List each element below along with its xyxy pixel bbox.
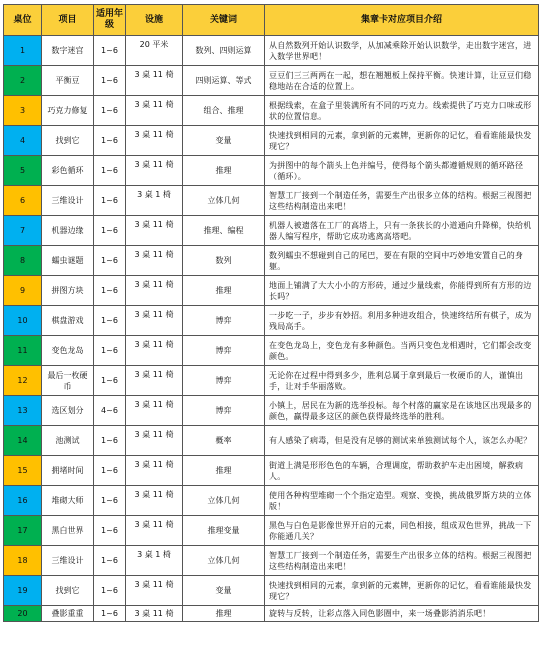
table-row <box>4 606 539 622</box>
seat-number-cell: 11 <box>4 336 42 366</box>
table-row <box>4 246 539 276</box>
keyword-cell: 变量 <box>183 576 265 606</box>
grade-cell: 1~6 <box>94 96 126 126</box>
keyword-cell: 四则运算、等式 <box>183 66 265 96</box>
seat-number-cell: 6 <box>4 186 42 216</box>
intro-cell: 数列蠕虫不想碰到自己的尾巴，要在有限的空间中巧妙地安置自己的身躯。 <box>265 246 539 276</box>
intro-cell: 在变色龙岛上，变色龙有多种颜色。当两只变色龙相遇时，它们都会改变颜色。 <box>265 336 539 366</box>
intro-cell: 豆豆们三三两两在一起，想在翘翘板上保持平衡。快速计算，让豆豆们稳稳地站在合适的位置上。 <box>265 66 539 96</box>
grade-cell: 1~6 <box>94 576 126 606</box>
facility-cell: 3 桌 11 椅 <box>126 156 183 186</box>
intro-cell: 根据线索，在盒子里装满所有不同的巧克力。线索提供了巧克力口味或形状的位置信息。 <box>265 96 539 126</box>
grade-cell: 1~6 <box>94 156 126 186</box>
project-name-cell: 蠕虫谜题 <box>42 246 94 276</box>
table-row <box>4 576 539 606</box>
intro-cell: 黑色与白色是影像世界开启的元素，同色相接，组成双色世界，挑战一下你能通几关？ <box>265 516 539 546</box>
seat-number-cell: 13 <box>4 396 42 426</box>
facility-cell: 20 平米 <box>126 36 183 66</box>
facility-cell: 3 桌 11 椅 <box>126 66 183 96</box>
project-name-cell: 选区划分 <box>42 396 94 426</box>
facility-cell: 3 桌 11 椅 <box>126 426 183 456</box>
seat-number-cell: 15 <box>4 456 42 486</box>
intro-cell: 智慧工厂接到一个制造任务，需要生产出很多立体的结构。根据三视图把这些结构制造出来吧！ <box>265 546 539 576</box>
keyword-cell: 推理、编程 <box>183 216 265 246</box>
table-row <box>4 216 539 246</box>
grade-cell: 1~6 <box>94 186 126 216</box>
keyword-cell: 博弈 <box>183 306 265 336</box>
intro-cell: 无论你在过程中得到多少，胜利总属于拿到最后一枚硬币的人，谨慎出手，让对手华丽落败。 <box>265 366 539 396</box>
header-project: 项目 <box>42 5 94 36</box>
facility-cell: 3 桌 11 椅 <box>126 366 183 396</box>
table-row <box>4 186 539 216</box>
keyword-cell: 博弈 <box>183 366 265 396</box>
intro-cell: 快速找到相同的元素，拿到新的元素牌，更新你的记忆，看看谁能最快发现它？ <box>265 576 539 606</box>
project-name-cell: 叠影重重 <box>42 606 94 622</box>
intro-cell: 一步吃一子，步步有妙招。利用多种进攻组合，快速终结所有棋子，成为残局高手。 <box>265 306 539 336</box>
table-row <box>4 546 539 576</box>
seat-number-cell: 19 <box>4 576 42 606</box>
table-row <box>4 126 539 156</box>
project-name-cell: 三维设计 <box>42 186 94 216</box>
facility-cell: 3 桌 11 椅 <box>126 96 183 126</box>
table-row <box>4 486 539 516</box>
table-row <box>4 66 539 96</box>
facility-cell: 3 桌 11 椅 <box>126 576 183 606</box>
facility-cell: 3 桌 11 椅 <box>126 396 183 426</box>
header-seat: 桌位 <box>4 5 42 36</box>
intro-cell: 小镇上，居民在为新的选举投标。每个村落的赢家是在该地区出现最多的颜色，赢得最多这区的颜色获得最终选举的胜利。 <box>265 396 539 426</box>
grade-cell: 1~6 <box>94 366 126 396</box>
table-row <box>4 426 539 456</box>
intro-cell: 为拼图中的每个箭头上色并编号，使得每个箭头都遵循规则的循环路径（循环）。 <box>265 156 539 186</box>
keyword-cell: 立体几何 <box>183 186 265 216</box>
keyword-cell: 数列 <box>183 246 265 276</box>
keyword-cell: 推理 <box>183 276 265 306</box>
facility-cell: 3 桌 11 椅 <box>126 336 183 366</box>
project-name-cell: 黑白世界 <box>42 516 94 546</box>
project-name-cell: 变色龙岛 <box>42 336 94 366</box>
intro-cell: 快速找到相同的元素，拿到新的元素牌，更新你的记忆，看看谁能最快发现它？ <box>265 126 539 156</box>
table-row <box>4 516 539 546</box>
grade-cell: 1~6 <box>94 36 126 66</box>
grade-cell: 1~6 <box>94 246 126 276</box>
keyword-cell: 立体几何 <box>183 546 265 576</box>
grade-cell: 1~6 <box>94 126 126 156</box>
seat-number-cell: 10 <box>4 306 42 336</box>
facility-cell: 3 桌 11 椅 <box>126 246 183 276</box>
project-table-container <box>3 4 538 622</box>
grade-cell: 1~6 <box>94 456 126 486</box>
table-row <box>4 336 539 366</box>
facility-cell: 3 桌 11 椅 <box>126 216 183 246</box>
facility-cell: 3 桌 11 椅 <box>126 276 183 306</box>
header-facility: 设施 <box>126 5 183 36</box>
intro-cell: 智慧工厂接到一个制造任务，需要生产出很多立体的结构。根据三视图把这些结构制造出来吧！ <box>265 186 539 216</box>
project-name-cell: 棋盘游戏 <box>42 306 94 336</box>
facility-cell: 3 桌 11 椅 <box>126 126 183 156</box>
keyword-cell: 推理 <box>183 156 265 186</box>
keyword-cell: 数列、四则运算 <box>183 36 265 66</box>
facility-cell: 3 桌 11 椅 <box>126 516 183 546</box>
seat-number-cell: 4 <box>4 126 42 156</box>
keyword-cell: 博弈 <box>183 396 265 426</box>
table-row <box>4 96 539 126</box>
project-name-cell: 彩色循环 <box>42 156 94 186</box>
project-name-cell: 找到它 <box>42 126 94 156</box>
table-header <box>4 5 539 36</box>
table-row <box>4 456 539 486</box>
project-name-cell: 平衡豆 <box>42 66 94 96</box>
project-name-cell: 三维设计 <box>42 546 94 576</box>
seat-number-cell: 5 <box>4 156 42 186</box>
seat-number-cell: 18 <box>4 546 42 576</box>
seat-number-cell: 2 <box>4 66 42 96</box>
keyword-cell: 立体几何 <box>183 486 265 516</box>
grade-cell: 1~6 <box>94 546 126 576</box>
seat-number-cell: 7 <box>4 216 42 246</box>
project-name-cell: 巧克力修复 <box>42 96 94 126</box>
seat-number-cell: 12 <box>4 366 42 396</box>
facility-cell: 3 桌 11 椅 <box>126 306 183 336</box>
table-row <box>4 156 539 186</box>
intro-cell: 有人感染了病毒，但是没有足够的测试来单独测试每个人，该怎么办呢？ <box>265 426 539 456</box>
seat-number-cell: 16 <box>4 486 42 516</box>
intro-cell: 旋转与反转，让彩点落入同色影圈中，来一场叠影消消乐吧！ <box>265 606 539 622</box>
keyword-cell: 推理 <box>183 606 265 622</box>
grade-cell: 1~6 <box>94 516 126 546</box>
keyword-cell: 推理 <box>183 456 265 486</box>
seat-number-cell: 17 <box>4 516 42 546</box>
intro-cell: 机器人被遗落在工厂的高塔上，只有一条狭长的小道通向升降梯，快给机器人编写程序，帮助它成功逃离高塔吧。 <box>265 216 539 246</box>
project-name-cell: 数字迷宫 <box>42 36 94 66</box>
table-row <box>4 36 539 66</box>
facility-cell: 3 桌 11 椅 <box>126 606 183 622</box>
grade-cell: 1~6 <box>94 216 126 246</box>
grade-cell: 1~6 <box>94 66 126 96</box>
seat-number-cell: 20 <box>4 606 42 622</box>
project-table <box>3 4 539 622</box>
header-intro: 集章卡对应项目介绍 <box>265 5 539 36</box>
keyword-cell: 博弈 <box>183 336 265 366</box>
table-row <box>4 366 539 396</box>
facility-cell: 3 桌 1 椅 <box>126 546 183 576</box>
grade-cell: 1~6 <box>94 426 126 456</box>
project-name-cell: 最后一枚硬币 <box>42 366 94 396</box>
project-name-cell: 拼图方块 <box>42 276 94 306</box>
table-row <box>4 396 539 426</box>
grade-cell: 1~6 <box>94 336 126 366</box>
grade-cell: 1~6 <box>94 486 126 516</box>
grade-cell: 1~6 <box>94 276 126 306</box>
table-row <box>4 276 539 306</box>
project-name-cell: 堆砌大师 <box>42 486 94 516</box>
project-name-cell: 池测试 <box>42 426 94 456</box>
grade-cell: 4~6 <box>94 396 126 426</box>
table-body <box>4 36 539 622</box>
seat-number-cell: 8 <box>4 246 42 276</box>
header-grade: 适用年级 <box>94 5 126 36</box>
seat-number-cell: 1 <box>4 36 42 66</box>
intro-cell: 从自然数列开始认识数学，从加减乘除开始认识数学，走出数字迷宫，进入数学世界吧！ <box>265 36 539 66</box>
grade-cell: 1~6 <box>94 606 126 622</box>
project-name-cell: 机器边缘 <box>42 216 94 246</box>
keyword-cell: 概率 <box>183 426 265 456</box>
facility-cell: 3 桌 1 椅 <box>126 186 183 216</box>
intro-cell: 地面上铺满了大大小小的方形砖，通过少量线索，你能得到所有方形的边长吗？ <box>265 276 539 306</box>
intro-cell: 街道上满是形形色色的车辆，合理调度，帮助救护车走出困境，解救病人。 <box>265 456 539 486</box>
keyword-cell: 推理变量 <box>183 516 265 546</box>
intro-cell: 使用各种构型堆砌一个个指定造型。观察、变换，挑战俄罗斯方块的立体版！ <box>265 486 539 516</box>
table-row <box>4 306 539 336</box>
seat-number-cell: 9 <box>4 276 42 306</box>
seat-number-cell: 14 <box>4 426 42 456</box>
project-name-cell: 拥堵时间 <box>42 456 94 486</box>
keyword-cell: 变量 <box>183 126 265 156</box>
facility-cell: 3 桌 11 椅 <box>126 486 183 516</box>
project-name-cell: 找到它 <box>42 576 94 606</box>
seat-number-cell: 3 <box>4 96 42 126</box>
header-keyword: 关键词 <box>183 5 265 36</box>
grade-cell: 1~6 <box>94 306 126 336</box>
facility-cell: 3 桌 11 椅 <box>126 456 183 486</box>
keyword-cell: 组合、推理 <box>183 96 265 126</box>
